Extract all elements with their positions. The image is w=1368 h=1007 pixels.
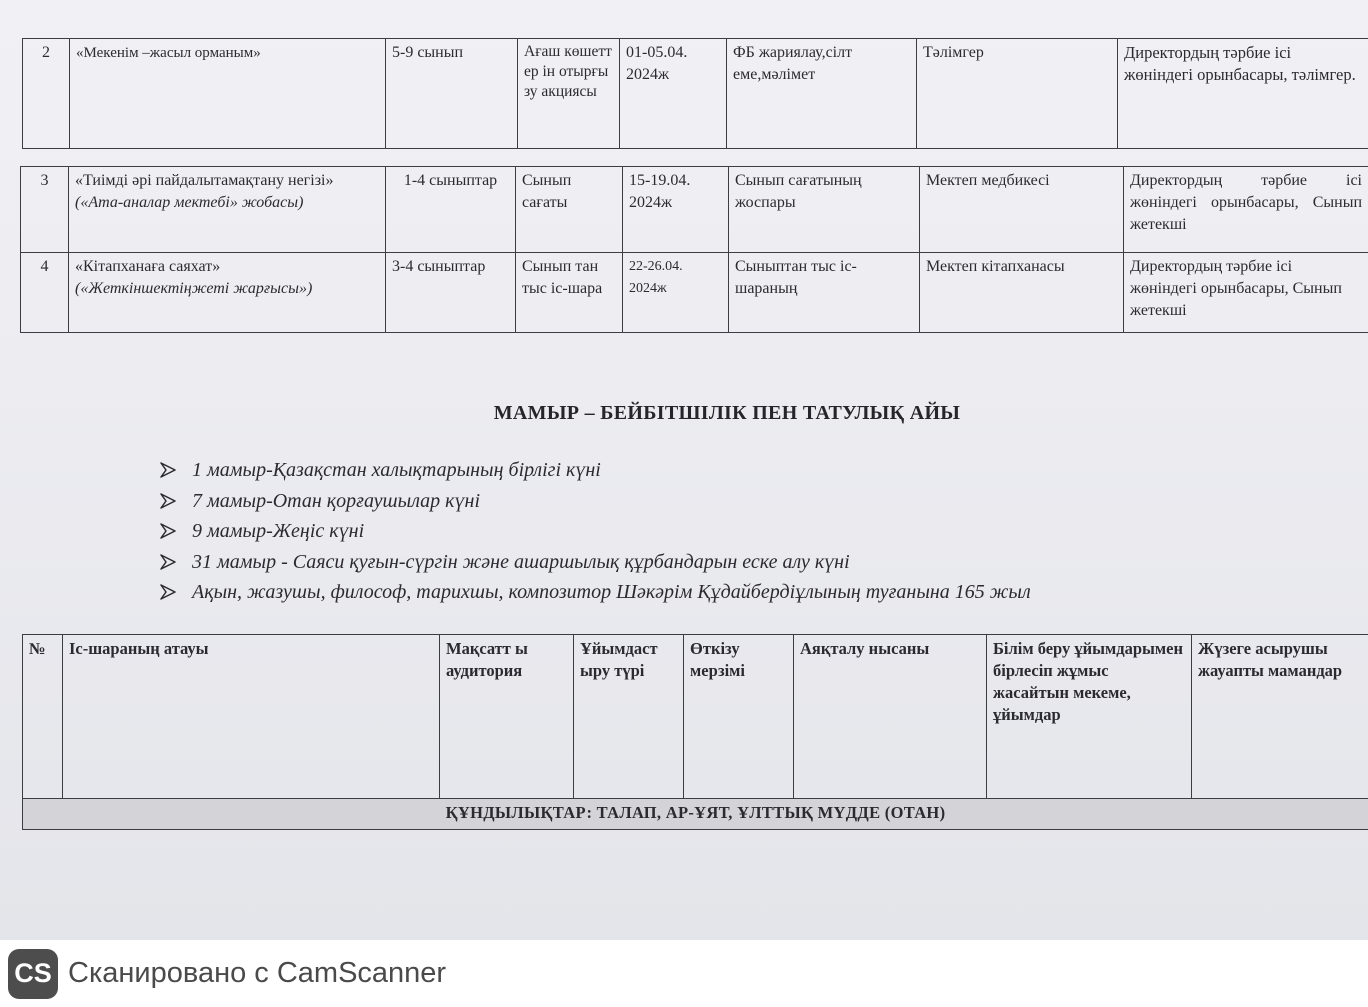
events-table-may — [22, 634, 1368, 830]
organization-form: Ағаш көшеттер ін отырғызу акциясы — [518, 39, 620, 149]
event-name: «Мекенім –жасыл орманым» — [70, 39, 386, 149]
column-header-audience: Мақсатт ы аудитория — [440, 635, 574, 799]
values-banner: ҚҰНДЫЛЫҚТАР: ТАЛАП, АР-ҰЯТ, ҰЛТТЫҚ МҮДДЕ (ОТАН) — [23, 799, 1368, 830]
arrowhead-bullet-icon — [160, 584, 176, 600]
column-header-outcome: Аяқталу нысаны — [794, 635, 987, 799]
completion-form: Сынып сағатының жоспары — [729, 167, 920, 253]
date-item-text: 1 мамыр-Қазақстан халықтарының бірлігі күні — [192, 459, 601, 482]
partner-organizations: Мектеп медбикесі — [920, 167, 1124, 253]
column-header-number: № — [23, 635, 63, 799]
organization-form: Сынып тан тыс іс-шара — [516, 253, 623, 333]
row-number: 2 — [23, 39, 70, 149]
event-date: 22-26.04. 2024ж — [623, 253, 729, 333]
table-row — [21, 253, 1368, 333]
scanner-watermark-bar — [0, 940, 1368, 1007]
partner-organizations: Мектеп кітапханасы — [920, 253, 1124, 333]
target-audience: 1-4 сыныптар — [386, 167, 516, 253]
list-item — [160, 455, 1031, 486]
column-header-responsible: Жүзеге асырушы жауапты мамандар — [1192, 635, 1368, 799]
list-item — [160, 577, 1031, 608]
camscanner-logo-icon: CS — [8, 949, 58, 999]
column-header-date: Өткізу мерзімі — [684, 635, 794, 799]
date-item-text: 9 мамыр-Жеңіс күні — [192, 520, 365, 543]
event-date: 15-19.04. 2024ж — [623, 167, 729, 253]
date-item-text: Ақын, жазушы, философ, тарихшы, композитор Шәкәрім Құдайбердіұлының туғанына 165 жыл — [192, 581, 1031, 604]
responsible-staff: Директордың тәрбие ісі жөніндегі орынбасары, Сынып жетекші — [1124, 167, 1368, 253]
column-header-event-name: Іс-шараның атауы — [63, 635, 440, 799]
arrowhead-bullet-icon — [160, 554, 176, 570]
table-header-row — [23, 635, 1368, 799]
values-banner-row — [23, 799, 1368, 830]
partner-organizations: Тәлімгер — [917, 39, 1118, 149]
list-item — [160, 547, 1031, 578]
event-name: «Кітапханаға саяхат» — [75, 258, 221, 275]
date-item-text: 7 мамыр-Отан қорғаушылар күні — [192, 489, 480, 512]
completion-form: Сыныптан тыс іс-шараның — [729, 253, 920, 333]
memorable-dates-list — [160, 455, 1031, 608]
list-item — [160, 486, 1031, 517]
responsible-staff: Директордың тәрбие ісі жөніндегі орынбасары, Сынып жетекші — [1124, 253, 1368, 333]
organization-form: Сынып сағаты — [516, 167, 623, 253]
row-number: 3 — [21, 167, 69, 253]
section-title: МАМЫР – БЕЙБІТШІЛІК ПЕН ТАТУЛЫҚ АЙЫ — [493, 402, 961, 424]
arrowhead-bullet-icon — [160, 493, 176, 509]
arrowhead-bullet-icon — [160, 462, 176, 478]
list-item — [160, 516, 1031, 547]
watermark-text: Сканировано с CamScanner — [68, 957, 447, 989]
row-number: 4 — [21, 253, 69, 333]
event-name-cell — [69, 253, 386, 333]
event-date: 01-05.04. 2024ж — [620, 39, 727, 149]
arrowhead-bullet-icon — [160, 523, 176, 539]
events-table-april — [20, 166, 1368, 333]
table-row — [23, 39, 1368, 149]
column-header-form: Ұйымдаст ыру түрі — [574, 635, 684, 799]
column-header-partners: Білім беру ұйымдарымен бірлесіп жұмыс жасайтын мекеме, ұйымдар — [987, 635, 1192, 799]
event-name: «Тиімді әрі пайдалытамақтану негізі» — [75, 172, 334, 189]
responsible-staff: Директордың тәрбие ісі жөніндегі орынбасары, тәлімгер. — [1118, 39, 1368, 149]
target-audience: 5-9 сынып — [386, 39, 518, 149]
events-table-april-top — [22, 38, 1368, 149]
date-item-text: 31 мамыр - Саяси қуғын-сүргін және ашаршылық құрбандарын еске алу күні — [192, 550, 850, 573]
event-name-cell — [69, 167, 386, 253]
table-row — [21, 167, 1368, 253]
event-project-note: («Ата-аналар мектебі» жобасы) — [75, 194, 304, 211]
completion-form: ФБ жариялау,сілт еме,мәлімет — [727, 39, 917, 149]
target-audience: 3-4 сыныптар — [386, 253, 516, 333]
event-project-note: («Жеткіншектіңжеті жарғысы») — [75, 280, 313, 297]
